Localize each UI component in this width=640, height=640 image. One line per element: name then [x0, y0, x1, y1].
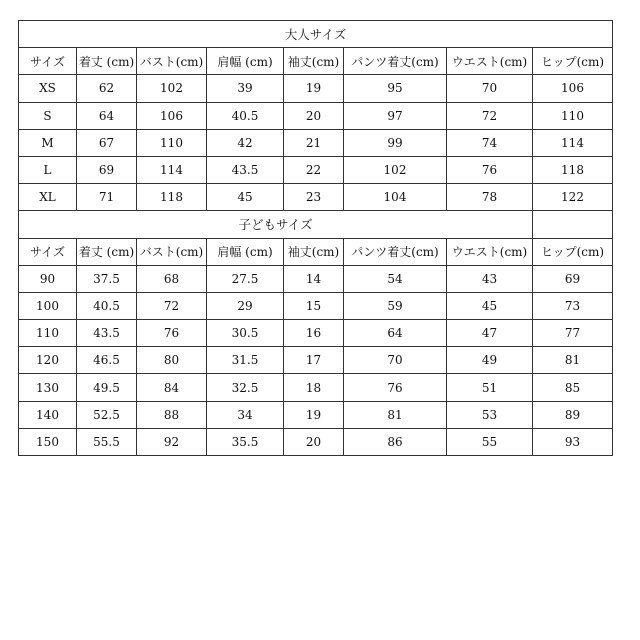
measurement-cell: 62 — [77, 75, 137, 102]
measurement-cell: 17 — [284, 347, 344, 374]
table-row — [19, 347, 613, 374]
measurement-cell: 43.5 — [207, 156, 284, 183]
measurement-cell: 72 — [137, 292, 207, 319]
measurement-cell: 64 — [77, 102, 137, 129]
column-header: バスト(cm) — [137, 238, 207, 265]
measurement-cell: 71 — [77, 184, 137, 211]
measurement-cell: 106 — [137, 102, 207, 129]
measurement-cell: 30.5 — [207, 320, 284, 347]
size-label-cell: M — [19, 129, 77, 156]
column-header: ウエスト(cm) — [447, 238, 533, 265]
measurement-cell: 104 — [344, 184, 447, 211]
column-header: ヒップ(cm) — [533, 238, 613, 265]
measurement-cell: 40.5 — [207, 102, 284, 129]
measurement-cell: 67 — [77, 129, 137, 156]
size-label-cell: L — [19, 156, 77, 183]
table-row — [19, 156, 613, 183]
measurement-cell: 95 — [344, 75, 447, 102]
measurement-cell: 43.5 — [77, 320, 137, 347]
size-label-cell: 110 — [19, 320, 77, 347]
measurement-cell: 35.5 — [207, 428, 284, 455]
measurement-cell: 118 — [533, 156, 613, 183]
measurement-cell: 43 — [447, 265, 533, 292]
measurement-cell: 47 — [447, 320, 533, 347]
measurement-cell: 74 — [447, 129, 533, 156]
measurement-cell: 14 — [284, 265, 344, 292]
measurement-cell: 69 — [533, 265, 613, 292]
table-row — [19, 102, 613, 129]
size-label-cell: S — [19, 102, 77, 129]
measurement-cell: 51 — [447, 374, 533, 401]
measurement-cell: 93 — [533, 428, 613, 455]
measurement-cell: 114 — [137, 156, 207, 183]
table-row — [19, 292, 613, 319]
column-header: ウエスト(cm) — [447, 48, 533, 75]
measurement-cell: 122 — [533, 184, 613, 211]
measurement-cell: 118 — [137, 184, 207, 211]
measurement-cell: 70 — [344, 347, 447, 374]
measurement-cell: 73 — [533, 292, 613, 319]
column-header: ヒップ(cm) — [533, 48, 613, 75]
measurement-cell: 68 — [137, 265, 207, 292]
kids-title-row — [19, 211, 613, 238]
table-row — [19, 265, 613, 292]
table-row — [19, 320, 613, 347]
measurement-cell: 29 — [207, 292, 284, 319]
measurement-cell: 34 — [207, 401, 284, 428]
size-label-cell: 120 — [19, 347, 77, 374]
measurement-cell: 27.5 — [207, 265, 284, 292]
measurement-cell: 31.5 — [207, 347, 284, 374]
measurement-cell: 18 — [284, 374, 344, 401]
measurement-cell: 102 — [344, 156, 447, 183]
measurement-cell: 59 — [344, 292, 447, 319]
measurement-cell: 45 — [447, 292, 533, 319]
measurement-cell: 49 — [447, 347, 533, 374]
measurement-cell: 78 — [447, 184, 533, 211]
kids-header-row — [19, 238, 613, 265]
measurement-cell: 19 — [284, 401, 344, 428]
measurement-cell: 37.5 — [77, 265, 137, 292]
measurement-cell: 89 — [533, 401, 613, 428]
size-label-cell: XL — [19, 184, 77, 211]
table-row — [19, 184, 613, 211]
measurement-cell: 46.5 — [77, 347, 137, 374]
size-table — [18, 20, 613, 456]
column-header: 袖丈(cm) — [284, 238, 344, 265]
measurement-cell: 77 — [533, 320, 613, 347]
measurement-cell: 85 — [533, 374, 613, 401]
table-row — [19, 75, 613, 102]
measurement-cell: 69 — [77, 156, 137, 183]
column-header: サイズ — [19, 48, 77, 75]
column-header: 袖丈(cm) — [284, 48, 344, 75]
size-label-cell: 90 — [19, 265, 77, 292]
measurement-cell: 40.5 — [77, 292, 137, 319]
measurement-cell: 88 — [137, 401, 207, 428]
measurement-cell: 81 — [533, 347, 613, 374]
measurement-cell: 76 — [137, 320, 207, 347]
adult-section-title: 大人サイズ — [19, 21, 613, 48]
measurement-cell: 42 — [207, 129, 284, 156]
column-header: 肩幅 (cm) — [207, 238, 284, 265]
measurement-cell: 55 — [447, 428, 533, 455]
measurement-cell: 55.5 — [77, 428, 137, 455]
measurement-cell: 19 — [284, 75, 344, 102]
measurement-cell: 20 — [284, 428, 344, 455]
table-row — [19, 401, 613, 428]
size-chart — [18, 20, 613, 456]
measurement-cell: 45 — [207, 184, 284, 211]
measurement-cell: 70 — [447, 75, 533, 102]
measurement-cell: 84 — [137, 374, 207, 401]
measurement-cell: 23 — [284, 184, 344, 211]
size-label-cell: 140 — [19, 401, 77, 428]
measurement-cell: 114 — [533, 129, 613, 156]
measurement-cell: 92 — [137, 428, 207, 455]
column-header: 着丈 (cm) — [77, 48, 137, 75]
kids-section-title: 子どもサイズ — [19, 211, 533, 238]
adult-header-row — [19, 48, 613, 75]
measurement-cell: 54 — [344, 265, 447, 292]
measurement-cell: 39 — [207, 75, 284, 102]
measurement-cell: 97 — [344, 102, 447, 129]
measurement-cell: 22 — [284, 156, 344, 183]
measurement-cell: 64 — [344, 320, 447, 347]
measurement-cell: 20 — [284, 102, 344, 129]
size-label-cell: 130 — [19, 374, 77, 401]
measurement-cell: 102 — [137, 75, 207, 102]
measurement-cell: 110 — [137, 129, 207, 156]
table-row — [19, 428, 613, 455]
measurement-cell: 72 — [447, 102, 533, 129]
measurement-cell: 110 — [533, 102, 613, 129]
measurement-cell: 86 — [344, 428, 447, 455]
measurement-cell: 49.5 — [77, 374, 137, 401]
size-label-cell: XS — [19, 75, 77, 102]
adult-title-row — [19, 21, 613, 48]
column-header: パンツ着丈(cm) — [344, 48, 447, 75]
measurement-cell: 80 — [137, 347, 207, 374]
size-label-cell: 150 — [19, 428, 77, 455]
measurement-cell: 15 — [284, 292, 344, 319]
table-row — [19, 374, 613, 401]
measurement-cell: 76 — [447, 156, 533, 183]
kids-title-blank-cell — [533, 211, 613, 238]
measurement-cell: 53 — [447, 401, 533, 428]
size-label-cell: 100 — [19, 292, 77, 319]
column-header: 着丈 (cm) — [77, 238, 137, 265]
measurement-cell: 21 — [284, 129, 344, 156]
measurement-cell: 106 — [533, 75, 613, 102]
table-row — [19, 129, 613, 156]
measurement-cell: 99 — [344, 129, 447, 156]
column-header: サイズ — [19, 238, 77, 265]
measurement-cell: 32.5 — [207, 374, 284, 401]
measurement-cell: 16 — [284, 320, 344, 347]
column-header: 肩幅 (cm) — [207, 48, 284, 75]
measurement-cell: 76 — [344, 374, 447, 401]
measurement-cell: 81 — [344, 401, 447, 428]
column-header: バスト(cm) — [137, 48, 207, 75]
measurement-cell: 52.5 — [77, 401, 137, 428]
column-header: パンツ着丈(cm) — [344, 238, 447, 265]
